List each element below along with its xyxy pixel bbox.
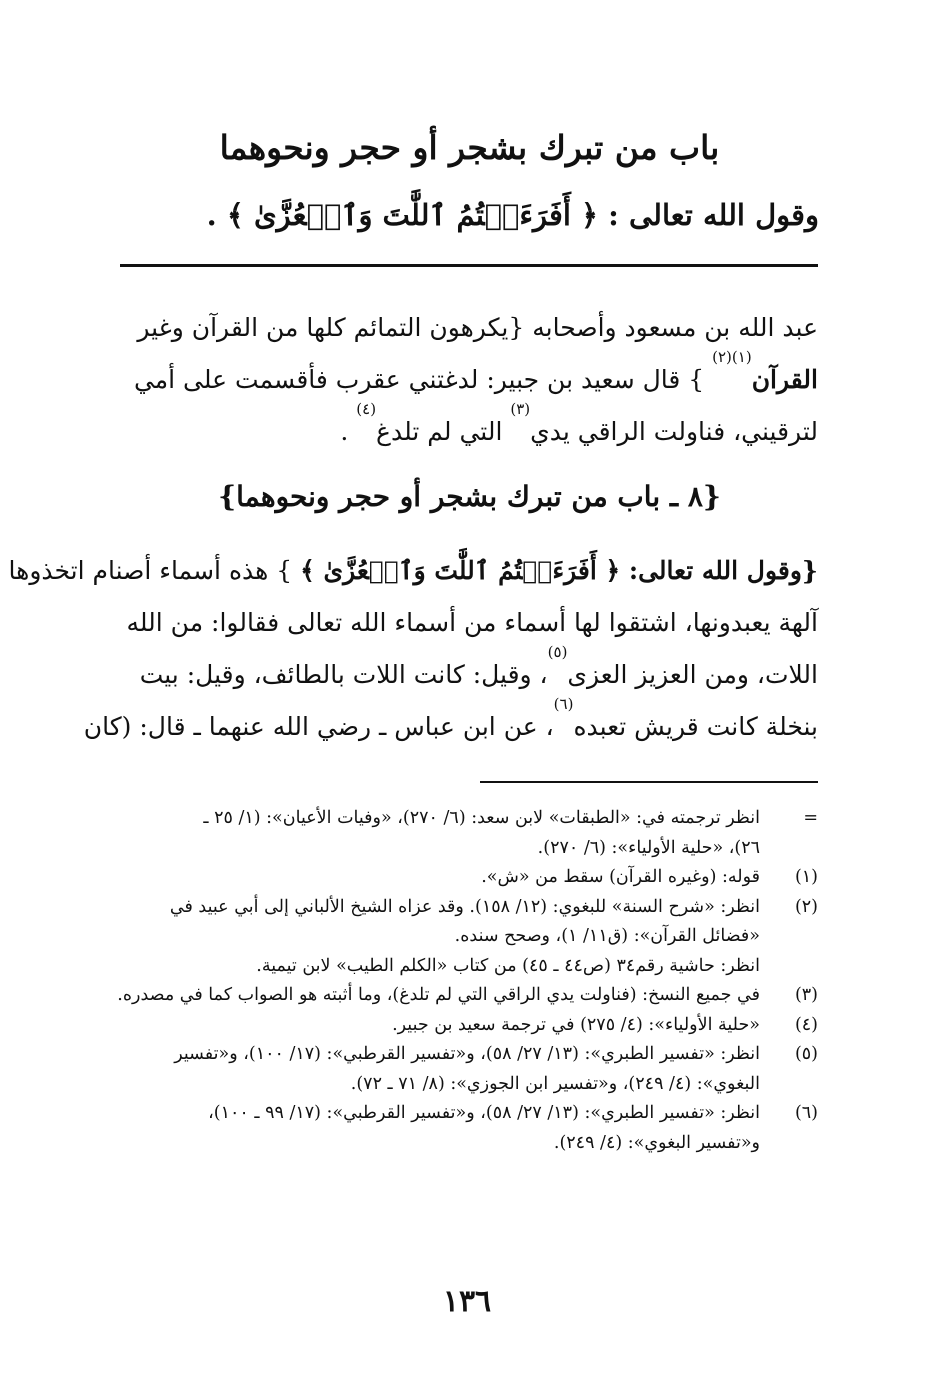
text-span: بنخلة كانت قريش تعبده [573, 712, 818, 741]
footnote-number: = [803, 808, 818, 828]
chapter-subtitle: وقول الله تعالى : ﴿ أَفَرَءَيۡتُمُ ٱللَّٰتَ وَٱلۡعُزَّىٰ ﴾ . [206, 198, 819, 232]
footnote [118, 1099, 818, 1158]
section-heading: {٨ ـ باب من تبرك بشجر أو حجر ونحوهما} [218, 480, 721, 513]
footnote-line: «فضائل القرآن»: (ق١١/ ١)، وصحح سنده. [454, 926, 760, 946]
footnote-ref: (٥) [547, 643, 568, 661]
text-span: ، وقيل: كانت اللات بالطائف، وقيل: بيت [139, 660, 548, 689]
footnote-number: (٥) [794, 1044, 818, 1064]
footnote-text [118, 1040, 760, 1099]
text-line [118, 597, 818, 649]
footnote-line: انظر: «شرح السنة» للبغوي: (١٢/ ١٥٨). وقد عزاه الشيخ الألباني إلى أبي عبيد في [169, 896, 760, 917]
text-span: } هذه أسماء أصنام اتخذوها [8, 556, 301, 585]
footnote-number: (٦) [794, 1103, 818, 1123]
footnote-line: ٢٦)، «حلية الأولياء»: (٦/ ٢٧٠). [537, 837, 760, 858]
footnote-number: (٣) [794, 985, 818, 1005]
footnote-text [118, 1099, 760, 1158]
header-rule [120, 264, 818, 267]
footnote-line: «حلية الأولياء»: (٤/ ٢٧٥) في ترجمة سعيد بن جبير. [392, 1014, 760, 1035]
footnote-separator [480, 781, 818, 783]
footnote-ref: (٣) [510, 400, 531, 418]
footnote-line: و«تفسير البغوي»: (٤/ ٢٤٩). [553, 1132, 760, 1153]
page-number: ١٣٦ [442, 1284, 492, 1319]
text-span: . [340, 417, 357, 446]
text-line [118, 348, 818, 406]
text-span: ، عن ابن عباس ـ رضي الله عنهما ـ قال: (كان [83, 712, 554, 741]
text-span: عبد الله بن مسعود وأصحابه {يكرهون التمائم كلها من القرآن وغير [137, 313, 818, 342]
quoted-text: {وقول الله تعالى: ﴿ أَفَرَءَيۡتُمُ ٱللَّٰتَ وَٱلۡعُزَّىٰ ﴾ [300, 556, 818, 585]
footnote-line: في جميع النسخ: (فناولت يدي الراقي التي لم تلدغ)، وما أثبته هو الصواب كما في مصدره. [117, 985, 760, 1005]
footnote-line: انظر: «تفسير الطبري»: (١٣/ ٢٧/ ٥٨)، و«تفسير القرطبي»: (١٧/ ٩٩ ـ ١٠٠)، [208, 1103, 760, 1123]
footnotes [118, 804, 818, 1158]
footnote [118, 981, 818, 1011]
text-span: } قال سعيد بن جبير: لدغتني عقرب فأقسمت على أمي [133, 365, 713, 394]
footnote-number: (٢) [794, 896, 818, 917]
footnote-line: البغوي»: (٤/ ٢٤٩)، و«تفسير ابن الجوزي»: (٨/ ٧١ ـ ٧٢). [350, 1073, 760, 1094]
footnote [118, 1040, 818, 1099]
footnote [118, 893, 818, 982]
footnote-number: (١) [794, 867, 818, 887]
footnote-number: (٤) [794, 1014, 818, 1035]
quoted-text: القرآن [751, 365, 818, 394]
commentary-paragraph [8, 545, 818, 753]
footnote-line: انظر: «تفسير الطبري»: (١٣/ ٢٧/ ٥٨)، و«تفسير القرطبي»: (١٧/ ١٠٠)، و«تفسير [174, 1044, 760, 1064]
footnote-text [118, 1011, 760, 1041]
footnote-line: قوله: (وغيره القرآن) سقط من «ش». [481, 867, 760, 887]
footnote-line: انظر ترجمته في: «الطبقات» لابن سعد: (٦/ ٢٧٠)، «وفيات الأعيان»: (١/ ٢٥ ـ [203, 808, 760, 828]
text-line [118, 302, 818, 354]
footnote-text [117, 981, 760, 1011]
footnote-text [118, 804, 760, 863]
chapter-title: باب من تبرك بشجر أو حجر ونحوهما [219, 128, 720, 167]
text-span: آلهة يعبدونها، اشتقوا لها أسماء من أسماء الله تعالى فقالوا: من الله [126, 608, 818, 637]
text-line [118, 643, 818, 701]
footnote-text [118, 863, 760, 893]
footnote-ref: (٤) [356, 400, 377, 418]
footnote-text [118, 893, 760, 982]
footnote-ref: (٦) [553, 695, 574, 713]
text-span: لترقيني، فناولت الراقي يدي [530, 417, 818, 446]
footnote-ref: (١)(٢) [712, 348, 752, 366]
text-span: اللات، ومن العزيز العزى [567, 660, 818, 689]
footnote [118, 1011, 818, 1041]
text-line [83, 695, 818, 753]
main-text-paragraph [118, 302, 818, 458]
footnote-line: انظر: حاشية رقم٣٤ (ص٤٤ ـ ٤٥) من كتاب «الكلم الطيب» لابن تيمية. [256, 955, 760, 976]
text-line [118, 400, 818, 458]
footnote [118, 804, 818, 863]
footnote [118, 863, 818, 893]
text-span: التي لم تلدغ [376, 417, 511, 446]
text-line [8, 545, 818, 597]
